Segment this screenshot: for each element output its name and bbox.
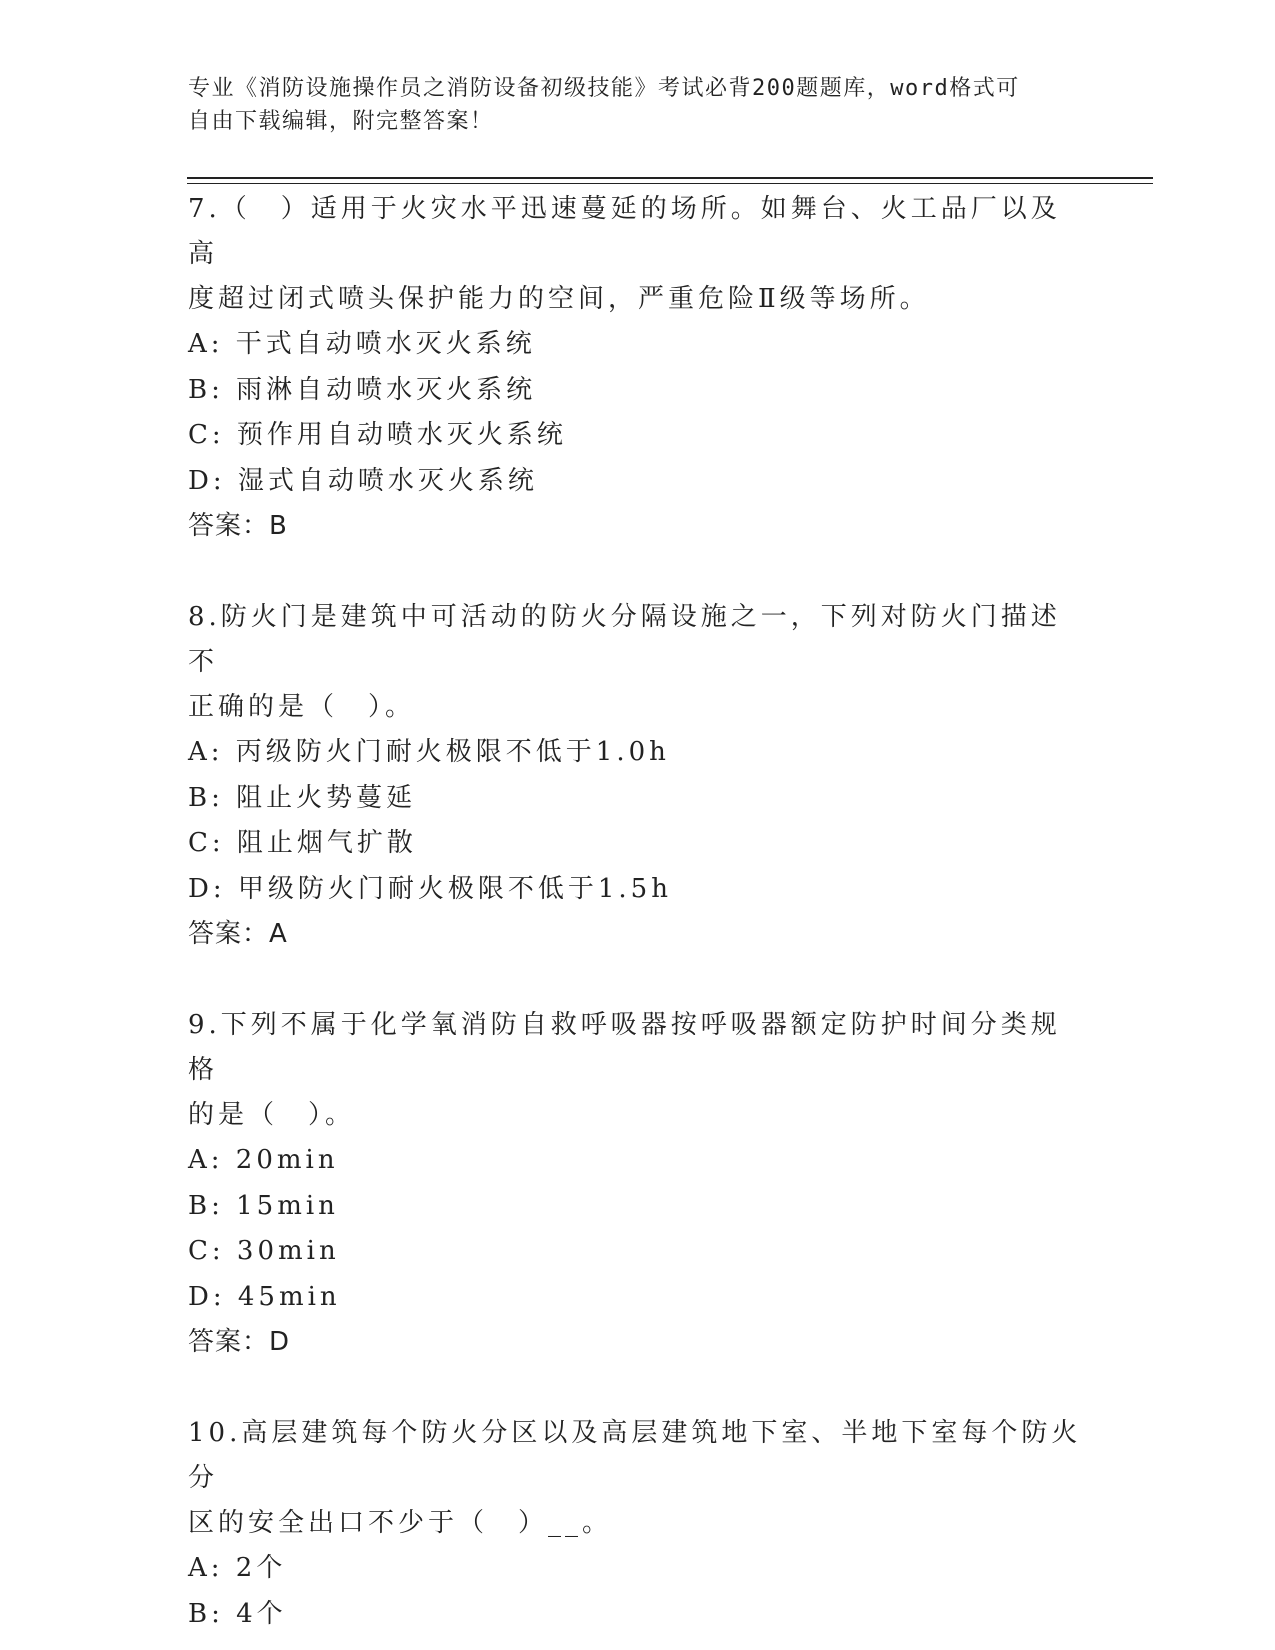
question-9 [188, 1003, 1088, 1365]
answer-label: 答案：D [188, 1327, 291, 1357]
option-a: A: 2个 [188, 1553, 287, 1583]
question-text-line: 9.下列不属于化学氧消防自救呼吸器按呼吸器额定防护时间分类规格 [188, 1010, 1061, 1085]
option-d: D: 甲级防火门耐火极限不低于1.5h [188, 873, 672, 904]
question-text-line: 正确的是（ ）。 [188, 692, 416, 722]
question-7 [188, 187, 1088, 549]
option-b: B: 阻止火势蔓延 [188, 782, 417, 813]
header-line-1: 专业《消防设施操作员之消防设备初级技能》考试必背200题题库，word格式可 [188, 76, 1020, 101]
option-a: A: 20min [188, 1145, 339, 1175]
document-header [188, 72, 1068, 138]
question-text-line: 10.高层建筑每个防火分区以及高层建筑地下室、半地下室每个防火分 [188, 1418, 1082, 1493]
question-text-line: 的是（ ）。 [188, 1100, 356, 1130]
question-text-line: 8.防火门是建筑中可活动的防火分隔设施之一，下列对防火门描述不 [188, 602, 1061, 677]
question-10 [188, 1411, 1088, 1637]
question-text-line: 7.（ ）适用于火灾水平迅速蔓延的场所。如舞台、火工品厂以及高 [188, 194, 1061, 269]
option-c: C: 预作用自动喷水灭火系统 [188, 420, 567, 450]
option-c: C: 30min [188, 1236, 340, 1266]
option-b: B: 15min [188, 1190, 339, 1221]
answer-label: 答案：A [188, 919, 288, 949]
option-d: D: 湿式自动喷水灭火系统 [188, 465, 538, 496]
option-b: B: 雨淋自动喷水灭火系统 [188, 374, 537, 405]
spacer [188, 957, 1088, 1003]
answer-label: 答案：B [188, 511, 288, 541]
question-text-line: 区的安全出口不少于（ ）__。 [188, 1508, 613, 1538]
option-c: C: 阻止烟气扩散 [188, 828, 417, 858]
question-list [188, 187, 1088, 1637]
spacer [188, 549, 1088, 595]
option-a: A: 丙级防火门耐火极限不低于1.0h [188, 737, 670, 767]
header-divider-thin [187, 183, 1153, 184]
header-divider-thick [187, 177, 1153, 179]
question-text-line: 度超过闭式喷头保护能力的空间，严重危险Ⅱ级等场所。 [188, 284, 930, 314]
option-a: A: 干式自动喷水灭火系统 [188, 329, 536, 359]
option-b: B: 4个 [188, 1598, 287, 1629]
header-line-2: 自由下载编辑，附完整答案！ [188, 109, 494, 134]
spacer [188, 1365, 1088, 1411]
question-8 [188, 595, 1088, 957]
option-d: D: 45min [188, 1281, 341, 1312]
